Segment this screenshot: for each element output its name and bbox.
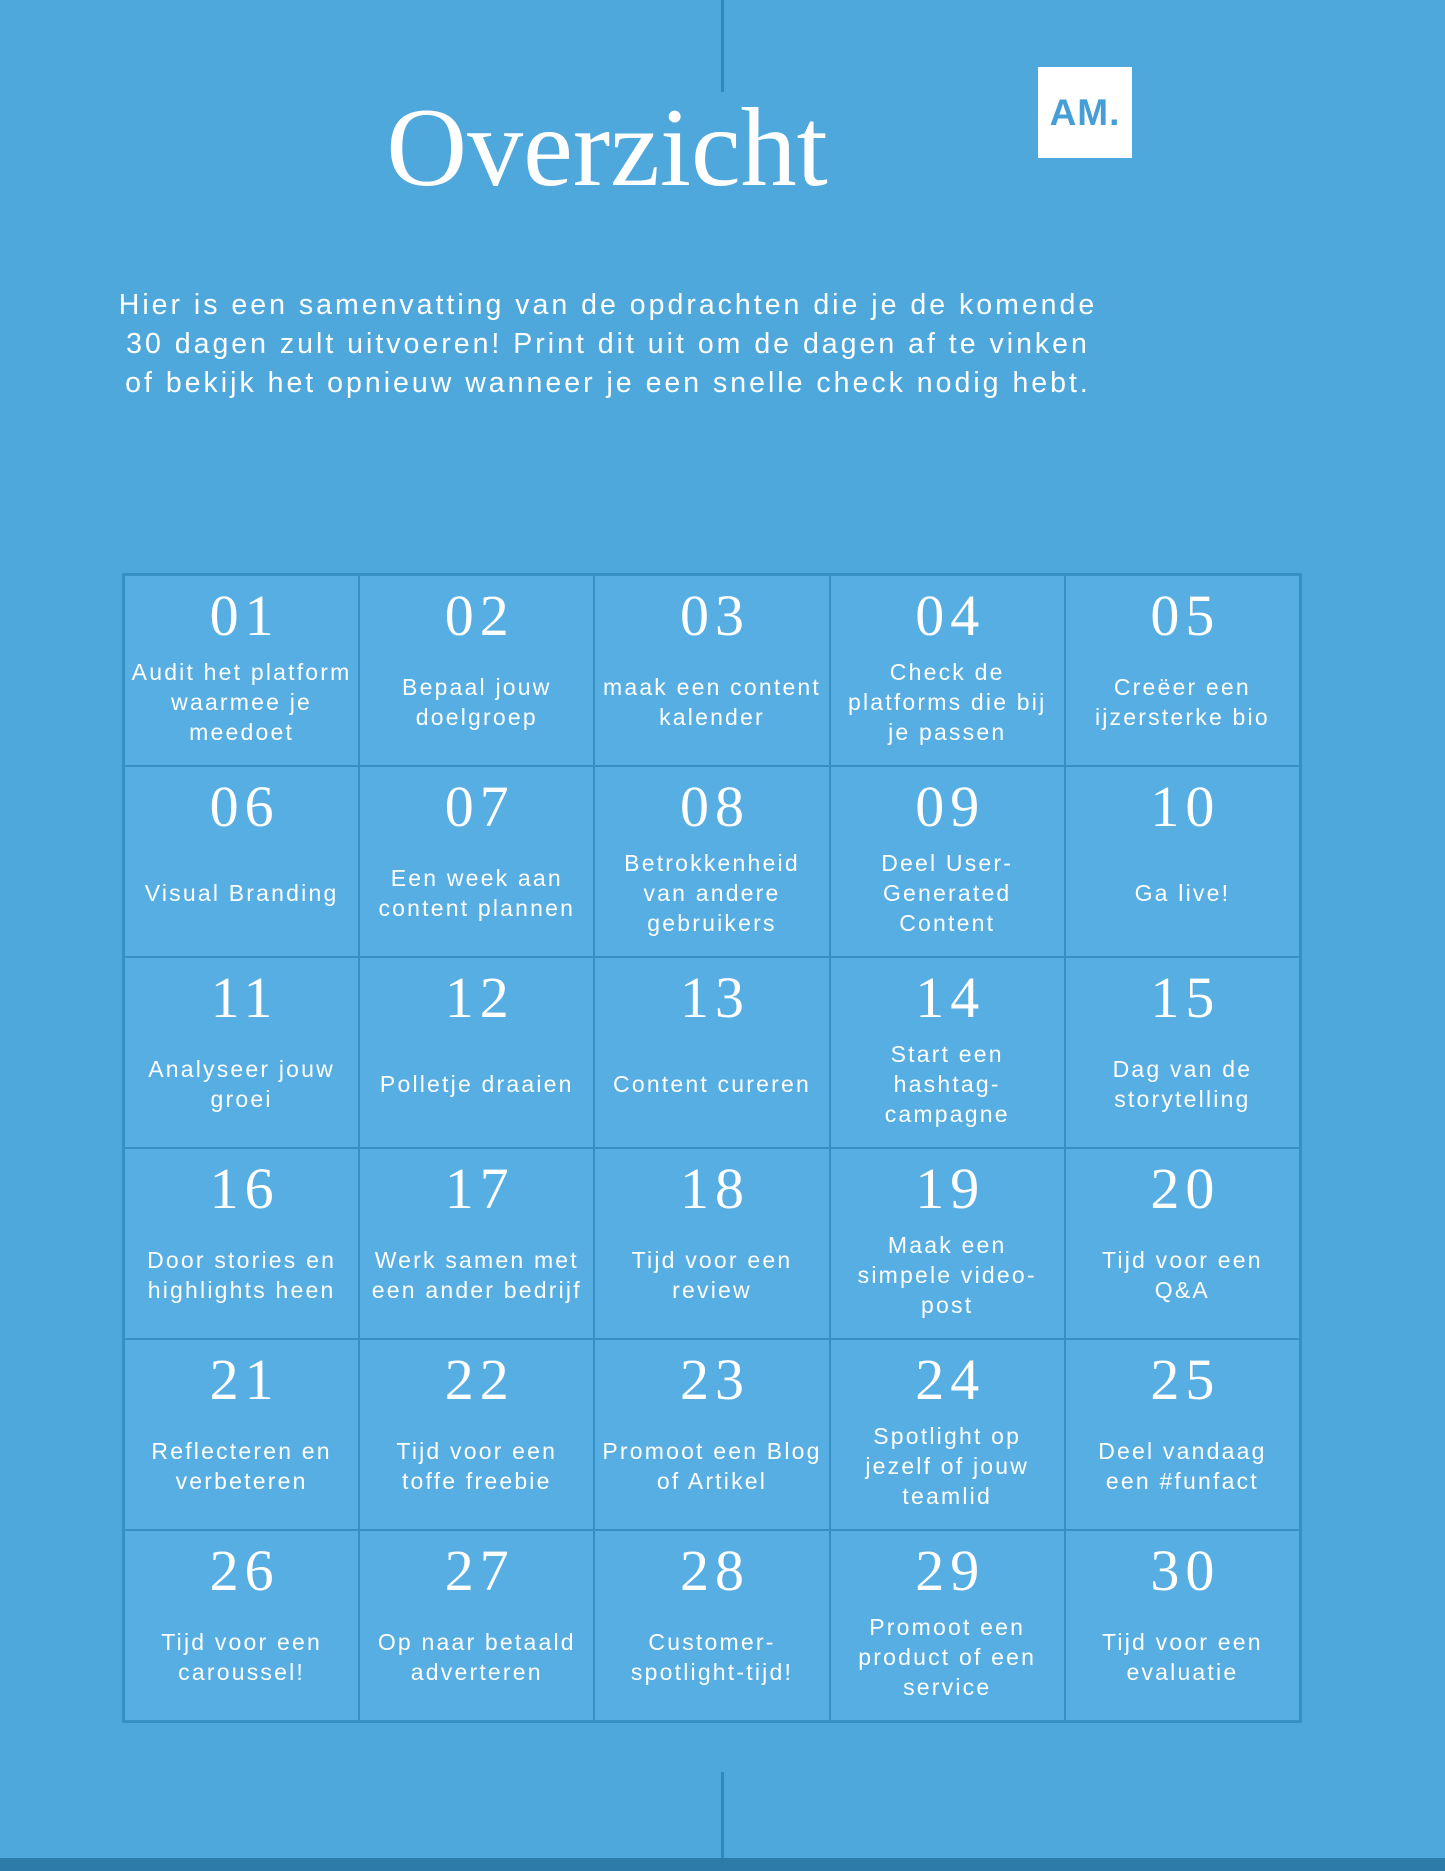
day-number: 12 [444, 965, 515, 1030]
day-number: 29 [915, 1538, 986, 1603]
day-cell [830, 766, 1065, 957]
day-number: 11 [210, 965, 279, 1030]
day-cell [124, 766, 359, 957]
day-task-label: Promoot een Blog of Artikel [602, 1437, 822, 1494]
day-task-label: Deel User-Generated Content [881, 849, 1014, 936]
day-task-label: Tijd voor een Q&A [1102, 1246, 1263, 1303]
day-cell [830, 1339, 1065, 1530]
day-number: 03 [679, 583, 750, 648]
day-task-label: Bepaal jouw doelgroep [402, 673, 552, 730]
day-cell [594, 957, 829, 1148]
day-number: 25 [1150, 1347, 1221, 1412]
day-cell [124, 1148, 359, 1339]
intro-text: Hier is een samenvatting van de opdrachten die je de komende 30 dagen zult uitvoeren! Print dit uit om de dagen af te vinken of bekijk het opnieuw wanneer je een snelle check nodig hebt. [118, 289, 1098, 399]
day-cell [359, 575, 594, 766]
calendar-grid [122, 573, 1302, 1723]
day-number: 16 [209, 1156, 280, 1221]
day-task-label: Customer-spotlight-tijd! [630, 1628, 794, 1685]
day-task-label: Door stories en highlights heen [147, 1246, 337, 1303]
day-number: 08 [679, 774, 750, 839]
page-bottom-bar [0, 1858, 1445, 1871]
day-number: 09 [915, 774, 986, 839]
day-cell [594, 766, 829, 957]
day-cell [359, 957, 594, 1148]
day-task-label: Analyseer jouw groei [148, 1055, 335, 1112]
day-cell [124, 1530, 359, 1721]
day-cell [1065, 1148, 1300, 1339]
day-cell [830, 957, 1065, 1148]
day-number: 22 [444, 1347, 515, 1412]
day-cell [124, 1339, 359, 1530]
day-cell [830, 1148, 1065, 1339]
day-cell [359, 1148, 594, 1339]
day-cell [830, 575, 1065, 766]
day-task-label: Een week aan content plannen [378, 864, 576, 921]
day-cell [359, 1339, 594, 1530]
day-cell [359, 766, 594, 957]
day-task-label: Dag van de storytelling [1112, 1055, 1253, 1112]
day-cell [1065, 766, 1300, 957]
day-number: 20 [1150, 1156, 1221, 1221]
day-task-label: Promoot een product of een service [858, 1613, 1037, 1700]
day-number: 14 [915, 965, 986, 1030]
day-cell [124, 575, 359, 766]
day-number: 06 [209, 774, 280, 839]
day-number: 13 [679, 965, 750, 1030]
day-number: 01 [209, 583, 280, 648]
day-cell [594, 1148, 829, 1339]
day-task-label: Start een hashtag-campagne [884, 1040, 1010, 1127]
day-task-label: Reflecteren en verbeteren [151, 1437, 332, 1494]
day-number: 28 [679, 1538, 750, 1603]
day-cell [830, 1530, 1065, 1721]
brand-logo-text: AM. [1049, 91, 1121, 133]
day-task-label: Tijd voor een evaluatie [1102, 1628, 1263, 1685]
day-task-label: Content cureren [613, 1070, 811, 1097]
day-number: 19 [915, 1156, 986, 1221]
day-task-label: Op naar betaald adverteren [377, 1628, 576, 1685]
day-cell [594, 1530, 829, 1721]
day-cell [1065, 957, 1300, 1148]
day-task-label: Spotlight op jezelf of jouw teamlid [865, 1422, 1030, 1509]
day-number: 18 [679, 1156, 750, 1221]
day-task-label: Tijd voor een toffe freebie [396, 1437, 558, 1494]
day-task-label: Creëer een ijzersterke bio [1094, 673, 1270, 730]
day-cell [594, 1339, 829, 1530]
day-number: 24 [915, 1347, 986, 1412]
day-task-label: maak een content kalender [602, 673, 822, 730]
day-task-label: Tijd voor een review [631, 1246, 793, 1303]
day-number: 21 [209, 1347, 280, 1412]
day-cell [1065, 1339, 1300, 1530]
day-number: 15 [1150, 965, 1221, 1030]
day-task-label: Check de platforms die bij je passen [847, 658, 1047, 745]
day-number: 04 [915, 583, 986, 648]
day-task-label: Maak een simpele video-post [857, 1231, 1037, 1318]
day-number: 05 [1150, 583, 1221, 648]
day-cell [359, 1530, 594, 1721]
day-number: 02 [444, 583, 515, 648]
top-divider-line [721, 0, 724, 92]
day-number: 27 [444, 1538, 515, 1603]
day-number: 23 [679, 1347, 750, 1412]
day-number: 17 [444, 1156, 515, 1221]
day-task-label: Werk samen met een ander bedrijf [371, 1246, 582, 1303]
day-cell [594, 575, 829, 766]
day-task-label: Betrokkenheid van andere gebruikers [624, 849, 800, 936]
day-cell [1065, 575, 1300, 766]
day-cell [1065, 1530, 1300, 1721]
day-number: 10 [1150, 774, 1221, 839]
day-number: 26 [209, 1538, 280, 1603]
day-cell [124, 957, 359, 1148]
day-task-label: Polletje draaien [379, 1070, 574, 1097]
day-task-label: Ga live! [1134, 879, 1231, 906]
day-number: 30 [1150, 1538, 1221, 1603]
day-task-label: Tijd voor een caroussel! [161, 1628, 322, 1685]
day-number: 07 [444, 774, 515, 839]
day-task-label: Audit het platform waarmee je meedoet [131, 658, 352, 745]
day-task-label: Visual Branding [144, 879, 339, 906]
day-task-label: Deel vandaag een #funfact [1098, 1437, 1267, 1494]
page-title: Overzicht [386, 86, 828, 210]
bottom-divider-line [721, 1772, 724, 1858]
